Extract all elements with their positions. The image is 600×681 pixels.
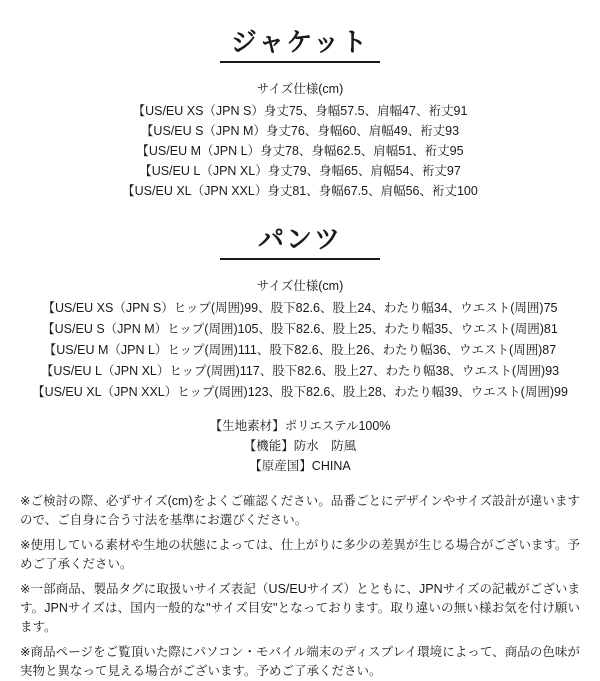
jacket-size-row: 【US/EU S（JPN M）身丈76、身幅60、肩幅49、裄丈93 <box>140 124 460 138</box>
pants-size-row: 【US/EU XL（JPN XXL）ヒップ(周囲)123、股下82.6、股上28、わたり幅39、ウエスト(周囲)99 <box>32 385 568 399</box>
pants-size-row: 【US/EU XS（JPN S）ヒップ(周囲)99、股下82.6、股上24、わたり幅34、ウエスト(周囲)75 <box>42 301 558 315</box>
origin-line: 【原産国】CHINA <box>249 459 351 473</box>
jacket-size-row: 【US/EU M（JPN L）身丈78、身幅62.5、肩幅51、裄丈95 <box>136 144 464 158</box>
pants-title: パンツ <box>257 224 342 254</box>
note-item: ※使用している素材や生地の状態によっては、仕上がりに多少の差異が生じる場合がございます。予めご了承ください。 <box>20 538 580 571</box>
jacket-size-row: 【US/EU XS（JPN S）身丈75、身幅57.5、肩幅47、裄丈91 <box>132 104 468 118</box>
pants-title-underline <box>220 258 380 260</box>
jacket-title-underline <box>220 61 380 63</box>
jacket-title: ジャケット <box>230 27 370 57</box>
product-meta <box>6 416 594 476</box>
note-item: ※ご検討の際、必ずサイズ(cm)をよくご確認ください。品番ごとにデザインやサイズ設計が違いますので、ご自身に合う寸法を基準にお選びください。 <box>20 494 580 527</box>
function-line: 【機能】防水 防風 <box>243 439 357 453</box>
note-item: ※一部商品、製品タグに取扱いサイズ表記（US/EUサイズ）とともに、JPNサイズの記載がございます。JPNサイズは、国内一般的な"サイズ目安"となっております。取り違いの無い様お気を付け願います。 <box>20 582 580 634</box>
notes-section <box>6 492 594 681</box>
jacket-size-row: 【US/EU XL（JPN XXL）身丈81、身幅67.5、肩幅56、裄丈100 <box>122 184 478 198</box>
material-line: 【生地素材】ポリエステル100% <box>209 419 391 433</box>
pants-section <box>6 201 594 403</box>
jacket-size-row: 【US/EU L（JPN XL）身丈79、身幅65、肩幅54、裄丈97 <box>139 164 461 178</box>
jacket-spec-label: サイズ仕様(cm) <box>256 82 344 96</box>
pants-size-row: 【US/EU M（JPN L）ヒップ(周囲)111、股下82.6、股上26、わたり幅36、ウエスト(周囲)87 <box>43 343 557 357</box>
pants-size-row: 【US/EU S（JPN M）ヒップ(周囲)105、股下82.6、股上25、わたり幅35、ウエスト(周囲)81 <box>42 322 558 336</box>
jacket-section <box>6 0 594 201</box>
pants-size-row: 【US/EU L（JPN XL）ヒップ(周囲)117、股下82.6、股上27、わたり幅38、ウエスト(周囲)93 <box>40 364 560 378</box>
note-item: ※商品ページをご覧頂いた際にパソコン・モバイル端末のディスプレイ環境によって、商品の色味が実物と異なって見える場合がございます。予めご了承ください。 <box>20 645 580 678</box>
pants-spec-label: サイズ仕様(cm) <box>256 279 344 293</box>
